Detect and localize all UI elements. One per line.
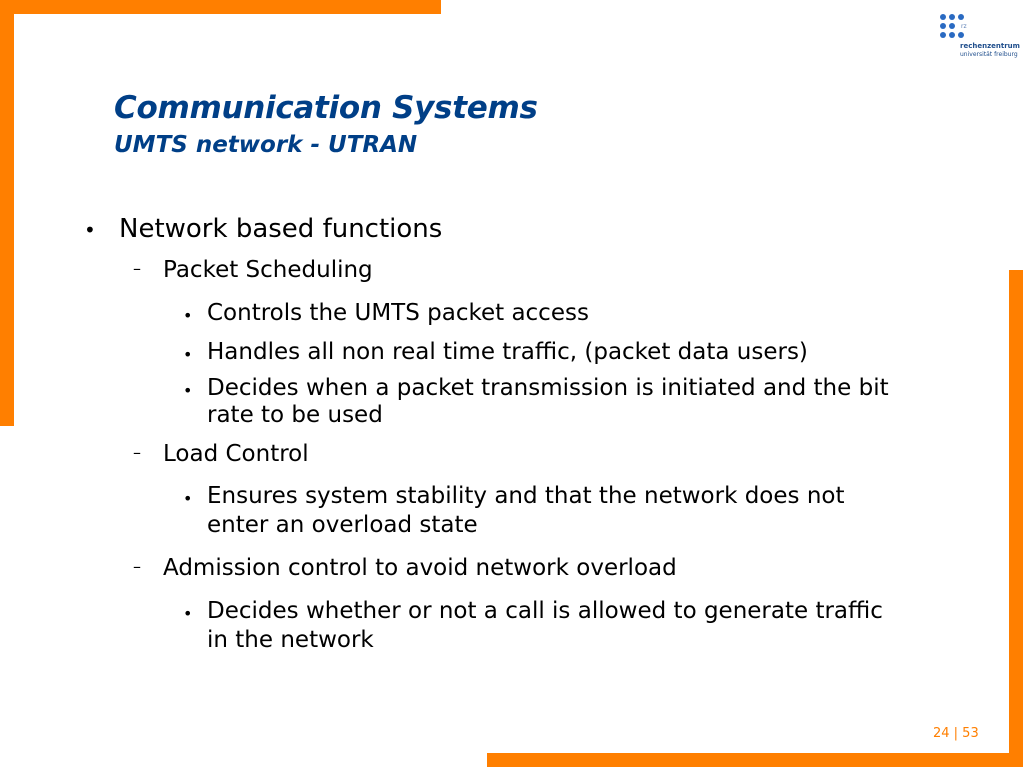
logo-name: rechenzentrum [960,42,1020,50]
logo-rz-text: rz [961,23,967,30]
bullet-system-stability-cont: enter an overload state [207,512,478,538]
slide-title: Communication Systems [114,90,538,126]
bullet-call-allowed: Decides whether or not a call is allowed to generate traffic [207,598,883,624]
bullet-packet-access: Controls the UMTS packet access [207,300,589,326]
bullet-marker: • [183,345,193,364]
bullet-network-functions: Network based functions [119,214,443,244]
bullet-transmission-start-cont: rate to be used [207,402,383,428]
bullet-call-allowed-cont: in the network [207,627,374,653]
logo-university: universität freiburg [960,51,1018,58]
bullet-marker: • [183,306,193,325]
bullet-marker: • [183,604,193,623]
dash-marker: – [133,557,141,576]
slide-subtitle: UMTS network - UTRAN [114,132,418,158]
bullet-marker: • [183,489,193,508]
dash-marker: – [133,259,141,278]
page-number: 24 | 53 [933,726,979,741]
bullet-load-control: Load Control [163,441,309,467]
bullet-marker: • [84,218,96,242]
bullet-non-real-time: Handles all non real time traffic, (packet data users) [207,339,808,365]
bullet-transmission-start: Decides when a packet transmission is initiated and the bit [207,375,889,401]
dash-marker: – [133,443,141,462]
bullet-system-stability: Ensures system stability and that the network does not [207,483,845,509]
bullet-packet-scheduling: Packet Scheduling [163,257,373,283]
bullet-marker: • [183,381,193,400]
bullet-admission-control: Admission control to avoid network overload [163,555,677,581]
